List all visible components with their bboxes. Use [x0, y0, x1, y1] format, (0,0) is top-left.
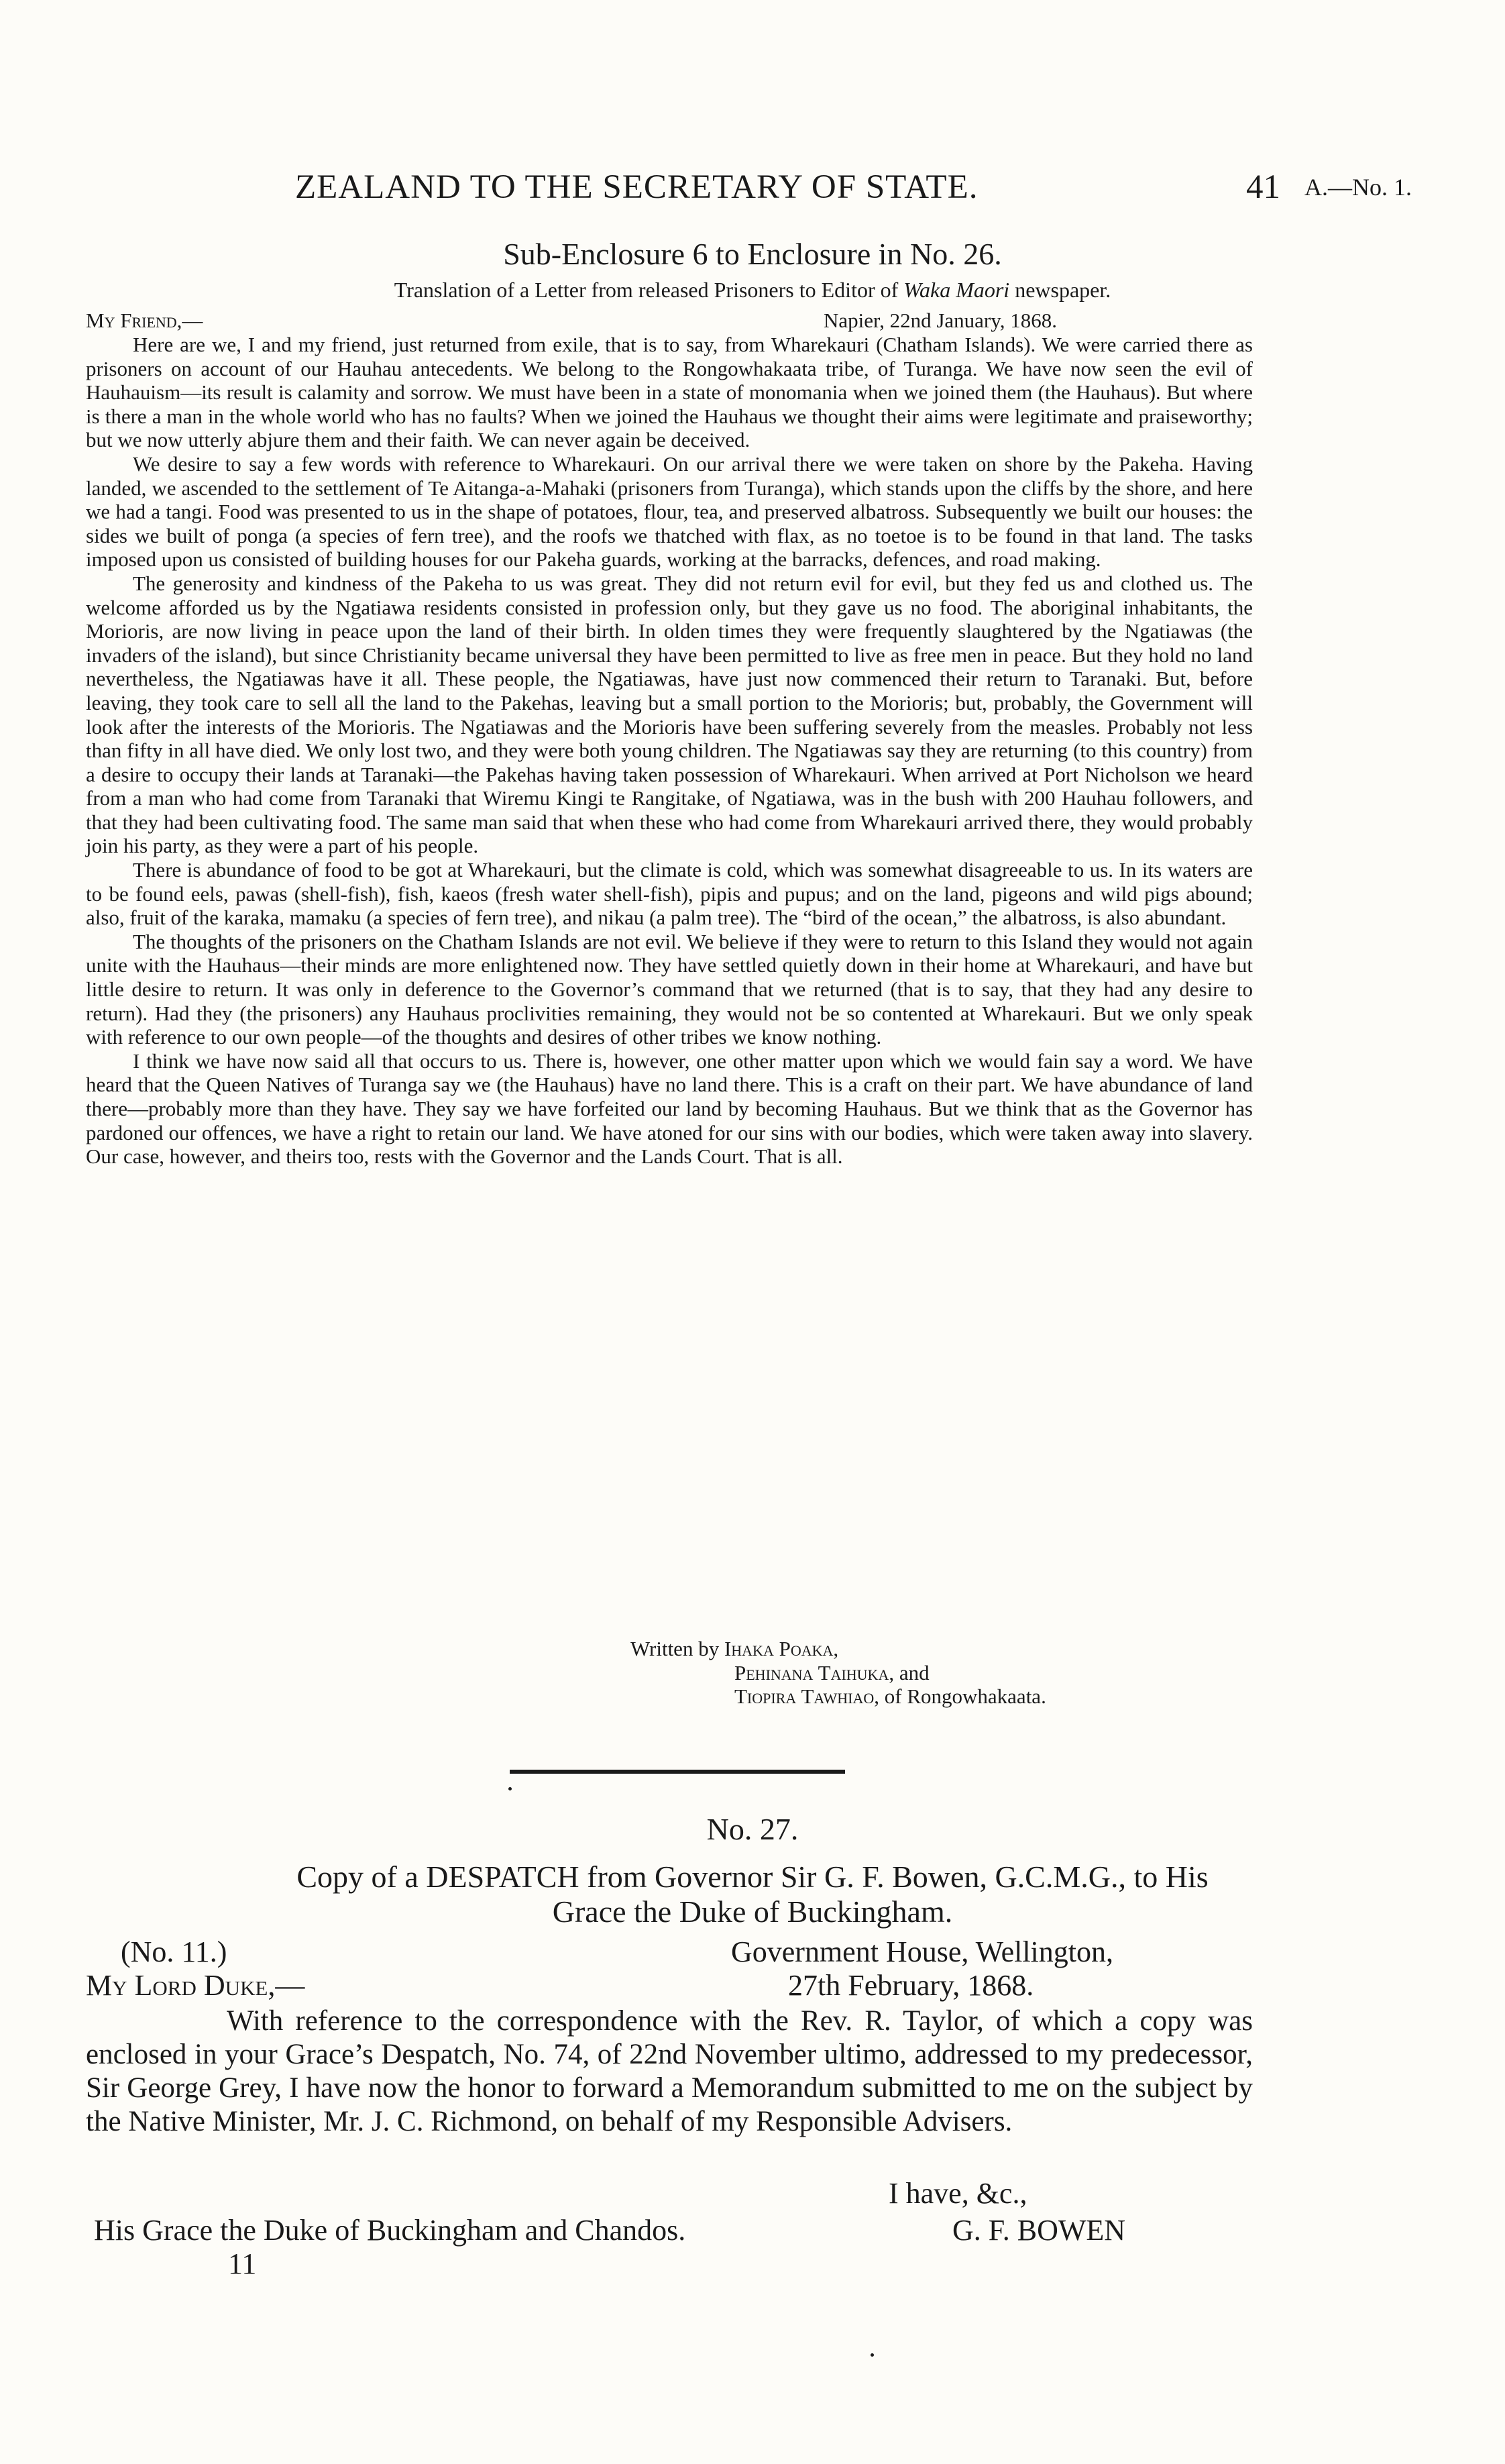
caption-suffix: newspaper. [1009, 278, 1111, 302]
letter-paragraph-2: We desire to say a few words with reference to Wharekauri. On our arrival there we were taken on shore by the Pakeha. Having landed, we ascended to the settlement of Te Aitanga-a-Mahaki (prisoners from Turanga), which stands upon the cliffs by the shore, and here we had a tangi. Food was presented to us in the shape of potatoes, flour, tea, and preserved albatross. Subsequently we built our houses: the sides we built of ponga (a species of fern tree), and the roofs we thatched with flax, as no toetoe is to be found in that land. The tasks imposed upon us consisted of building houses for our Pakeha guards, working at the barracks, defences, and road making. [86, 451, 1253, 572]
despatch-addressee: His Grace the Duke of Buckingham and Chandos. [94, 2214, 686, 2247]
despatch-title-line-1: Copy of a DESPATCH from Governor Sir G. F. Bowen, G.C.M.G., to His [296, 1860, 1209, 1894]
letter-salutation: My Friend,— [86, 309, 203, 332]
letter-paragraph-3: The generosity and kindness of the Pakeha to us was great. They did not return evil for evil, but they fed us and clothed us. The welcome afforded us by the Ngatiawa residents consisted in profession only, but they gave us no food. The aboriginal inhabitants, the Morioris, are now living in peace upon the land of their birth. In olden times they were frequently slaughtered by the Ngatiawas (the invaders of the island), but since Christianity became universal they have been permitted to live as free men in peace. But they hold no land nevertheless, the Ngatiawas have it all. These people, the Ngatiawas, have just now commenced their return to Taranaki. But, before leaving, they took care to sell all the land to the Pakehas, leaving but a small portion to the Morioris; but, probably, the Government will look after the interests of the Morioris. The Ngatiawas and the Morioris have been suffering severely from the measles. Probably not less than fifty in all have died. We only lost two, and they were both young children. The Ngatiawas say they are returning (to this country) from a desire to occupy their lands at Taranaki—the Pakehas having taken possession of Wharekauri. When arrived at Port Nicholson we heard from a man who had come from Taranaki that Wiremu Kingi te Rangitake, of Ngatiawa, was in the bush with 200 Hauhau followers, and that they had been cultivating food. The same man said that when these who had come from Wharekauri arrived there, they would probably join his party, as they were a part of his people. [86, 571, 1253, 858]
section-divider [510, 1770, 845, 1774]
salutation-row [86, 309, 1253, 333]
enclosure-caption [0, 278, 1505, 303]
despatch-title-line-2: Grace the Duke of Buckingham. [552, 1894, 953, 1929]
signature-block [630, 1637, 1046, 1709]
paper-reference: A.—No. 1. [1304, 174, 1412, 201]
despatch-number: No. 27. [706, 1812, 799, 1846]
caption-prefix: Translation of a Letter from released Prisoners to Editor of [394, 278, 904, 302]
despatch-salutation: My Lord Duke,— [86, 1969, 305, 2002]
enclosure-heading: Sub-Enclosure 6 to Enclosure in No. 26. [503, 237, 1002, 271]
ink-dot [508, 1787, 512, 1790]
letter-paragraph-4: There is abundance of food to be got at Wharekauri, but the climate is cold, which was somewhat disagreeable to us. In its waters are to be found eels, pawas (shell-fish), fish, kaeos (fresh water shell-fish), pipis and pupus; and on the land, pigeons and wild pigs abound; also, fruit of the karaka, mamaku (a species of fern tree), and nikau (a palm tree). The “bird of the ocean,” the albatross, is also abundant. [86, 858, 1253, 930]
enclosure-count: 11 [228, 2247, 257, 2280]
signatory-3: Tiopira Tawhiao, [734, 1684, 880, 1709]
signature-line-2 [630, 1661, 1046, 1685]
despatch-signed: G. F. BOWEN [952, 2214, 1126, 2247]
letter-paragraph-5: The thoughts of the prisoners on the Chatham Islands are not evil. We believe if they were to return to this Island they would not again unite with the Hauhaus—their minds are more enlightened now. They have settled quietly down in their home at Wharekauri, and have but little desire to return. It was only in deference to the Governor’s command that we returned (that is to say, that they had any desire to return). Had they (the prisoners) any Hauhaus proclivities remaining, they would not be so contented at Wharekauri. But we only speak with reference to our own people—of the thoughts and desires of other tribes we know nothing. [86, 929, 1253, 1049]
despatch-paragraph: With reference to the correspondence with the Rev. R. Taylor, of which a copy was enclosed in your Grace’s Despatch, No. 74, of 22nd November ultimo, addressed to my predecessor, Sir George Grey, I have now the honor to forward a Memorandum submitted to me on the subject by the Native Minister, Mr. J. C. Richmond, on behalf of my Responsible Advisers. [86, 2005, 1253, 2137]
despatch-address: Government House, Wellington, [731, 1935, 1114, 1968]
page-header [0, 0, 1505, 221]
and-label: and [894, 1660, 930, 1684]
letter-paragraph-1: Here are we, I and my friend, just returned from exile, that is to say, from Wharekauri (Chatham Islands). We were carried there as prisoners on account of our Hauhau antecedents. We belong to the Rongowhakaata tribe, of Turanga. We have now seen the evil of Hauhauism—its result is calamity and sorrow. We must have been in a state of monomania when we joined them (the Hauhaus). But where is there a man in the whole world who has no faults? When we joined the Hauhaus we thought their aims were legitimate and praiseworthy; but we now utterly abjure them and their faith. We can never again be deceived. [86, 333, 1253, 452]
despatch-closing: I have, &c., [889, 2177, 1027, 2210]
despatch-date: 27th February, 1868. [788, 1969, 1034, 2002]
letter-place-date: Napier, 22nd January, 1868. [824, 309, 1057, 332]
letter-body [86, 309, 1253, 1169]
tribe-label: of Rongowhakaata. [879, 1684, 1046, 1709]
running-title: ZEALAND TO THE SECRETARY OF STATE. [295, 168, 979, 206]
newspaper-name: Waka Maori [903, 278, 1010, 302]
despatch-body [86, 2004, 1253, 2139]
page-number: 41 [1246, 168, 1280, 206]
signature-line-1 [630, 1637, 1046, 1661]
letter-paragraph-6: I think we have now said all that occurs to us. There is, however, one other matter upon which we would fain say a word. We have heard that the Queen Natives of Turanga say we (the Hauhaus) have no land there. This is a craft on their part. We have abundance of land there—probably more than they have. They say we have forfeited our land by becoming Hauhaus. But we think that as the Governor has pardoned our offences, we have a right to retain our land. We have atoned for our sins with our bodies, which were taken away into slavery. Our case, however, and theirs too, rests with the Governor and the Lands Court. That is all. [86, 1049, 1253, 1169]
signatory-1: Ihaka Poaka, [724, 1637, 839, 1660]
ink-dot-bottom [871, 2353, 874, 2357]
written-by-label: Written by [630, 1637, 724, 1660]
signature-line-3 [630, 1684, 1046, 1709]
signatory-2: Pehinana Taihuka, [734, 1660, 895, 1684]
despatch-ref-no: (No. 11.) [121, 1935, 227, 1968]
